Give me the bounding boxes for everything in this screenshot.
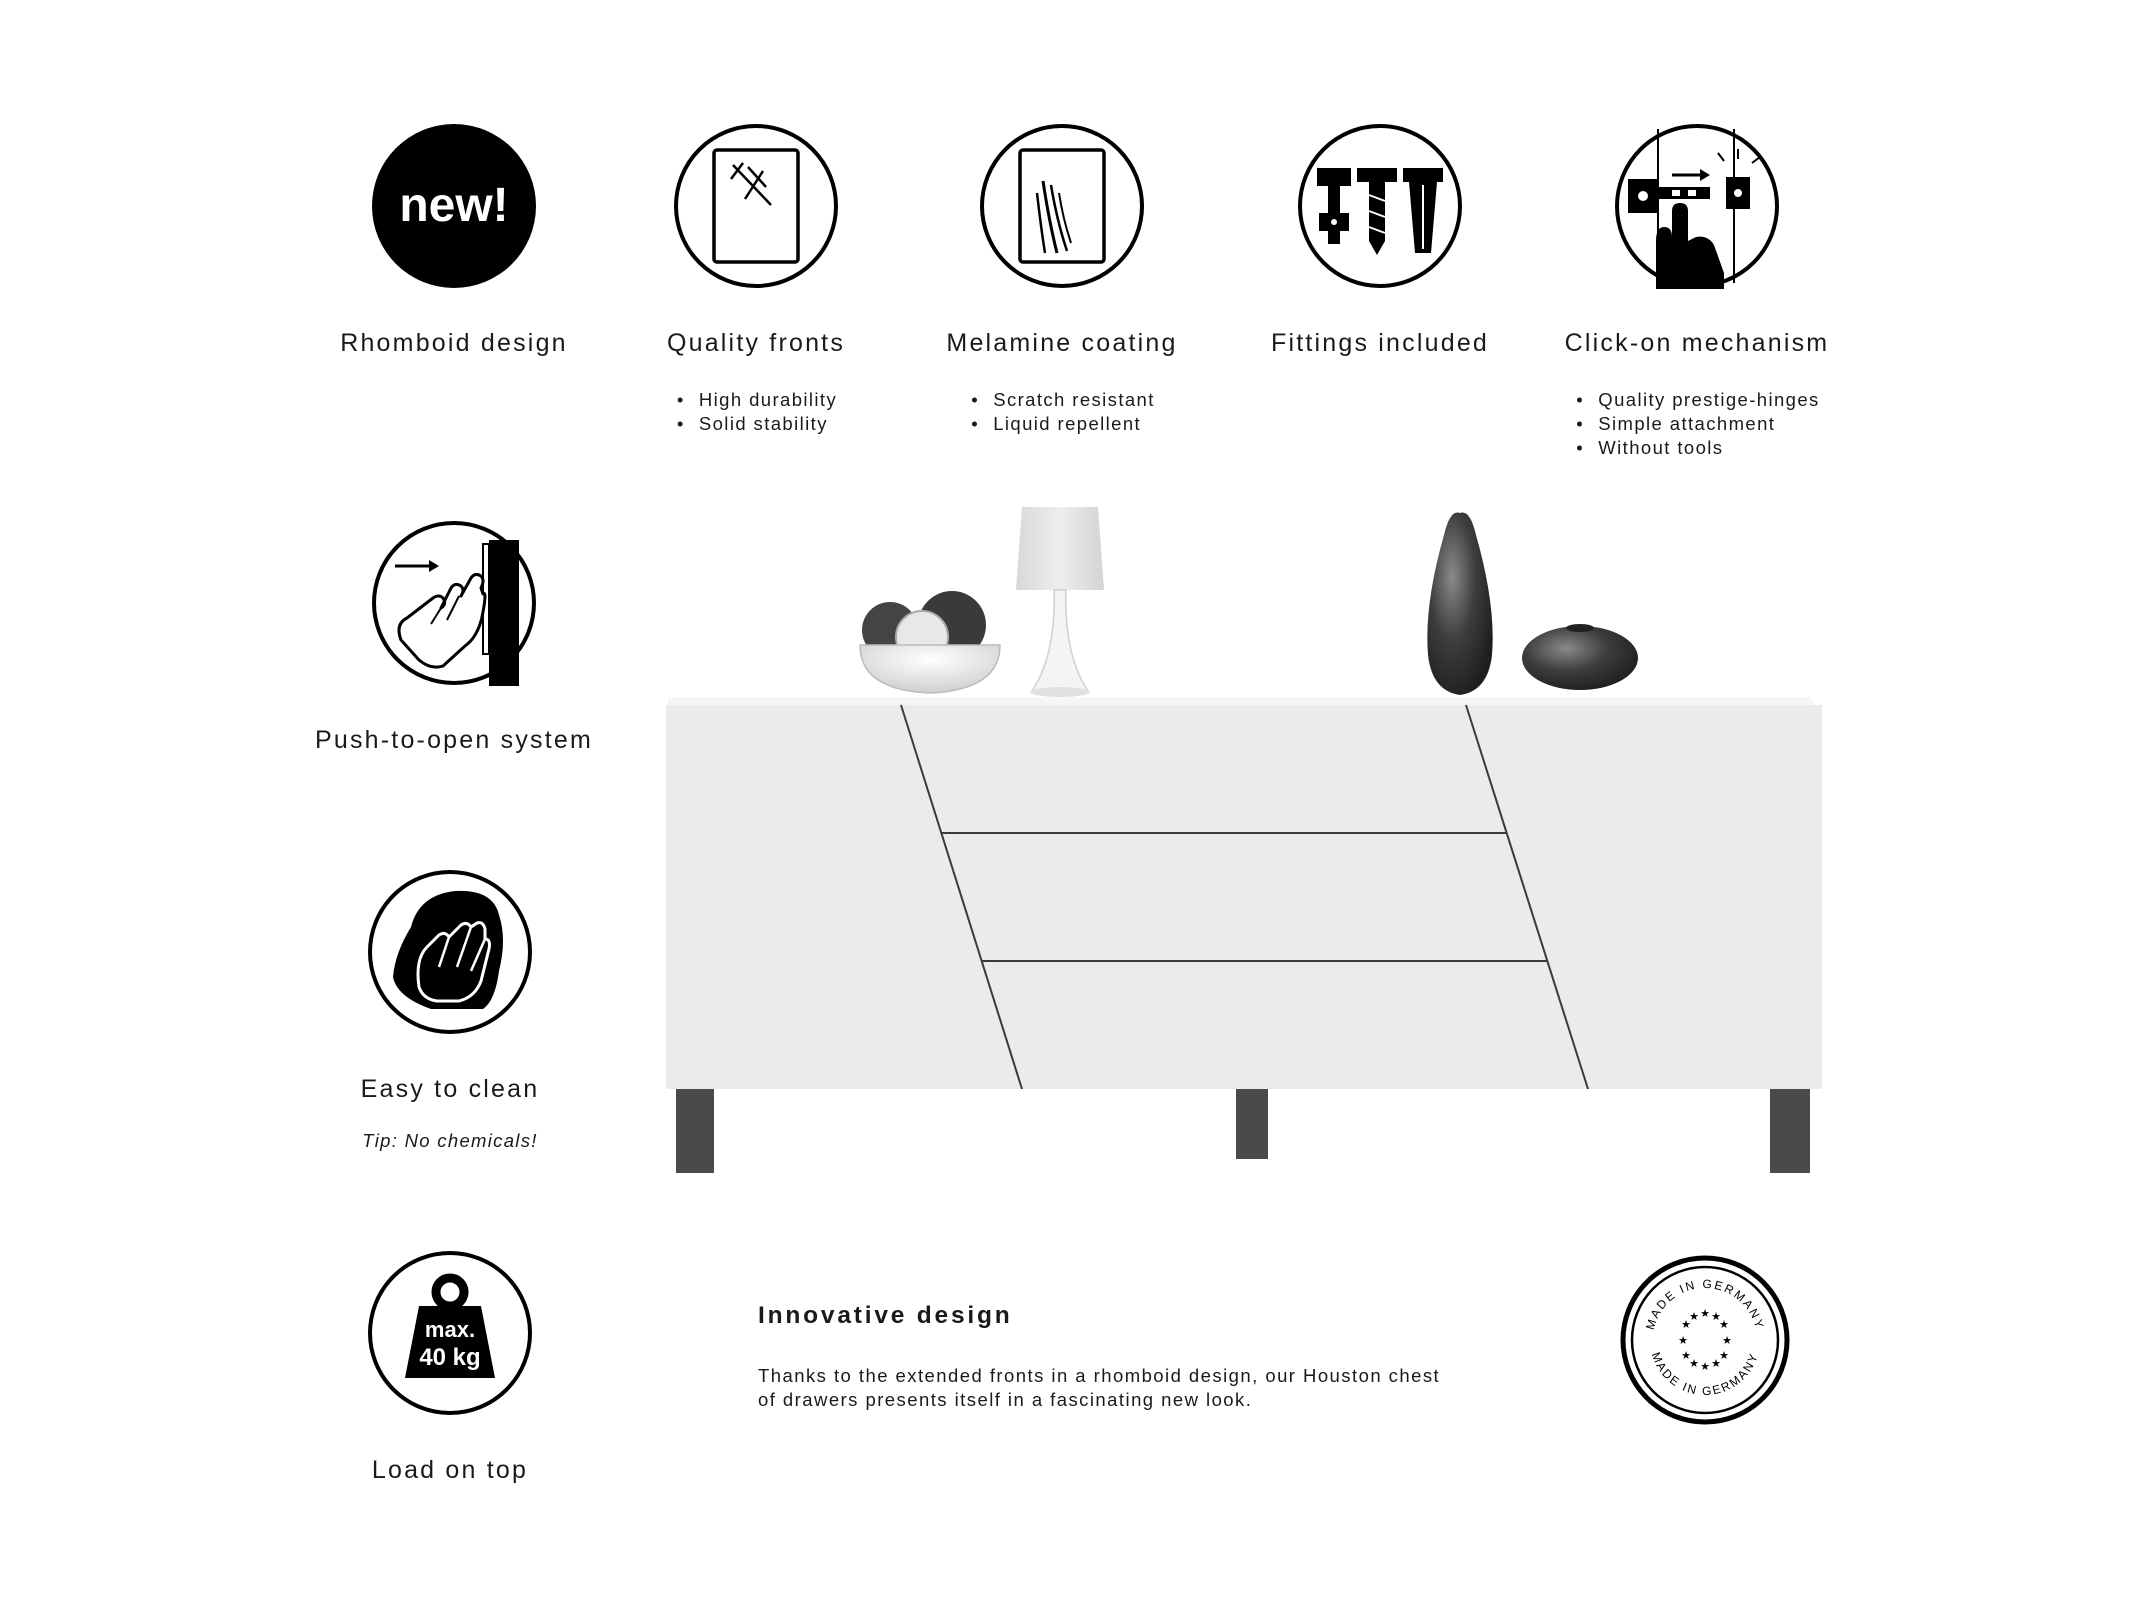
svg-text:★: ★ — [1719, 1349, 1729, 1362]
decor-tall-vase — [1427, 512, 1492, 695]
svg-text:★: ★ — [1700, 1307, 1710, 1320]
feature-quality-fronts — [586, 123, 926, 436]
decor-round-vase — [1522, 624, 1638, 690]
feature-melamine-coating — [892, 123, 1232, 436]
bullet-item: • Scratch resistant — [969, 388, 1155, 412]
bullet-item: • Liquid repellent — [969, 412, 1155, 436]
feature-title: Easy to clean — [360, 1075, 540, 1103]
svg-text:★: ★ — [1722, 1334, 1732, 1347]
svg-text:★: ★ — [1700, 1360, 1710, 1373]
fittings-icon — [1297, 123, 1463, 289]
svg-text:★: ★ — [1711, 1357, 1721, 1370]
feature-title: Push-to-open system — [314, 726, 594, 754]
svg-text:★: ★ — [1681, 1349, 1691, 1362]
description-line: Thanks to the extended fronts in a rhomboid design, our Houston chest — [758, 1365, 1441, 1386]
feature-title: Quality fronts — [666, 329, 846, 357]
feature-load-on-top — [280, 1250, 620, 1485]
weight-text-kg: 40 kg — [419, 1344, 481, 1371]
feature-easy-to-clean — [280, 869, 620, 1152]
feature-title: Melamine coating — [946, 329, 1178, 357]
feature-bullets — [1574, 388, 1819, 460]
feature-title: Fittings included — [1270, 329, 1490, 357]
cloth-hand-icon — [367, 869, 533, 1035]
tip-text: Tip: No chemicals! — [362, 1130, 538, 1151]
feature-rhomboid-design — [284, 123, 624, 358]
seal-text-bottom: MADE IN GERMANY — [1648, 1350, 1762, 1399]
innovative-design-section — [758, 1302, 1458, 1412]
bullet-item: • Simple attachment — [1574, 412, 1819, 436]
feature-title: Load on top — [371, 1456, 529, 1484]
weight-text-max: max. — [424, 1317, 476, 1342]
feature-fittings-included — [1210, 123, 1550, 358]
svg-text:★: ★ — [1681, 1318, 1691, 1331]
svg-text:★: ★ — [1711, 1310, 1721, 1323]
quality-front-icon — [673, 123, 839, 289]
scratch-panel-icon — [979, 123, 1145, 289]
feature-title: Click-on mechanism — [1564, 329, 1830, 357]
description-line: of drawers presents itself in a fascinating new look. — [758, 1389, 1253, 1410]
push-hand-icon — [371, 520, 537, 686]
feature-title: Rhomboid design — [340, 329, 568, 357]
feature-bullets — [675, 388, 837, 436]
svg-text:★: ★ — [1678, 1334, 1688, 1347]
svg-text:★: ★ — [1719, 1318, 1729, 1331]
svg-text:★: ★ — [1689, 1310, 1699, 1323]
sideboard-illustration — [660, 495, 1830, 1175]
seal-text-top: MADE IN GERMANY — [1643, 1276, 1767, 1332]
svg-text:★: ★ — [1689, 1357, 1699, 1370]
feature-bullets — [969, 388, 1155, 436]
bullet-item: • Without tools — [1574, 436, 1819, 460]
hinge-click-icon — [1614, 123, 1780, 289]
new-badge-icon — [371, 123, 537, 289]
decor-bowl — [860, 591, 1000, 693]
feature-click-on-mechanism — [1527, 123, 1867, 460]
weight-icon — [367, 1250, 533, 1416]
made-in-germany-seal-icon — [1620, 1255, 1790, 1425]
decor-lamp — [1016, 507, 1104, 697]
feature-push-to-open — [284, 520, 624, 755]
bullet-item: • Solid stability — [675, 412, 837, 436]
bullet-item: • High durability — [675, 388, 837, 412]
new-badge-text: new! — [399, 179, 509, 232]
innovative-design-description — [758, 1364, 1458, 1412]
bullet-item: • Quality prestige-hinges — [1574, 388, 1819, 412]
innovative-design-title: Innovative design — [758, 1302, 1013, 1329]
